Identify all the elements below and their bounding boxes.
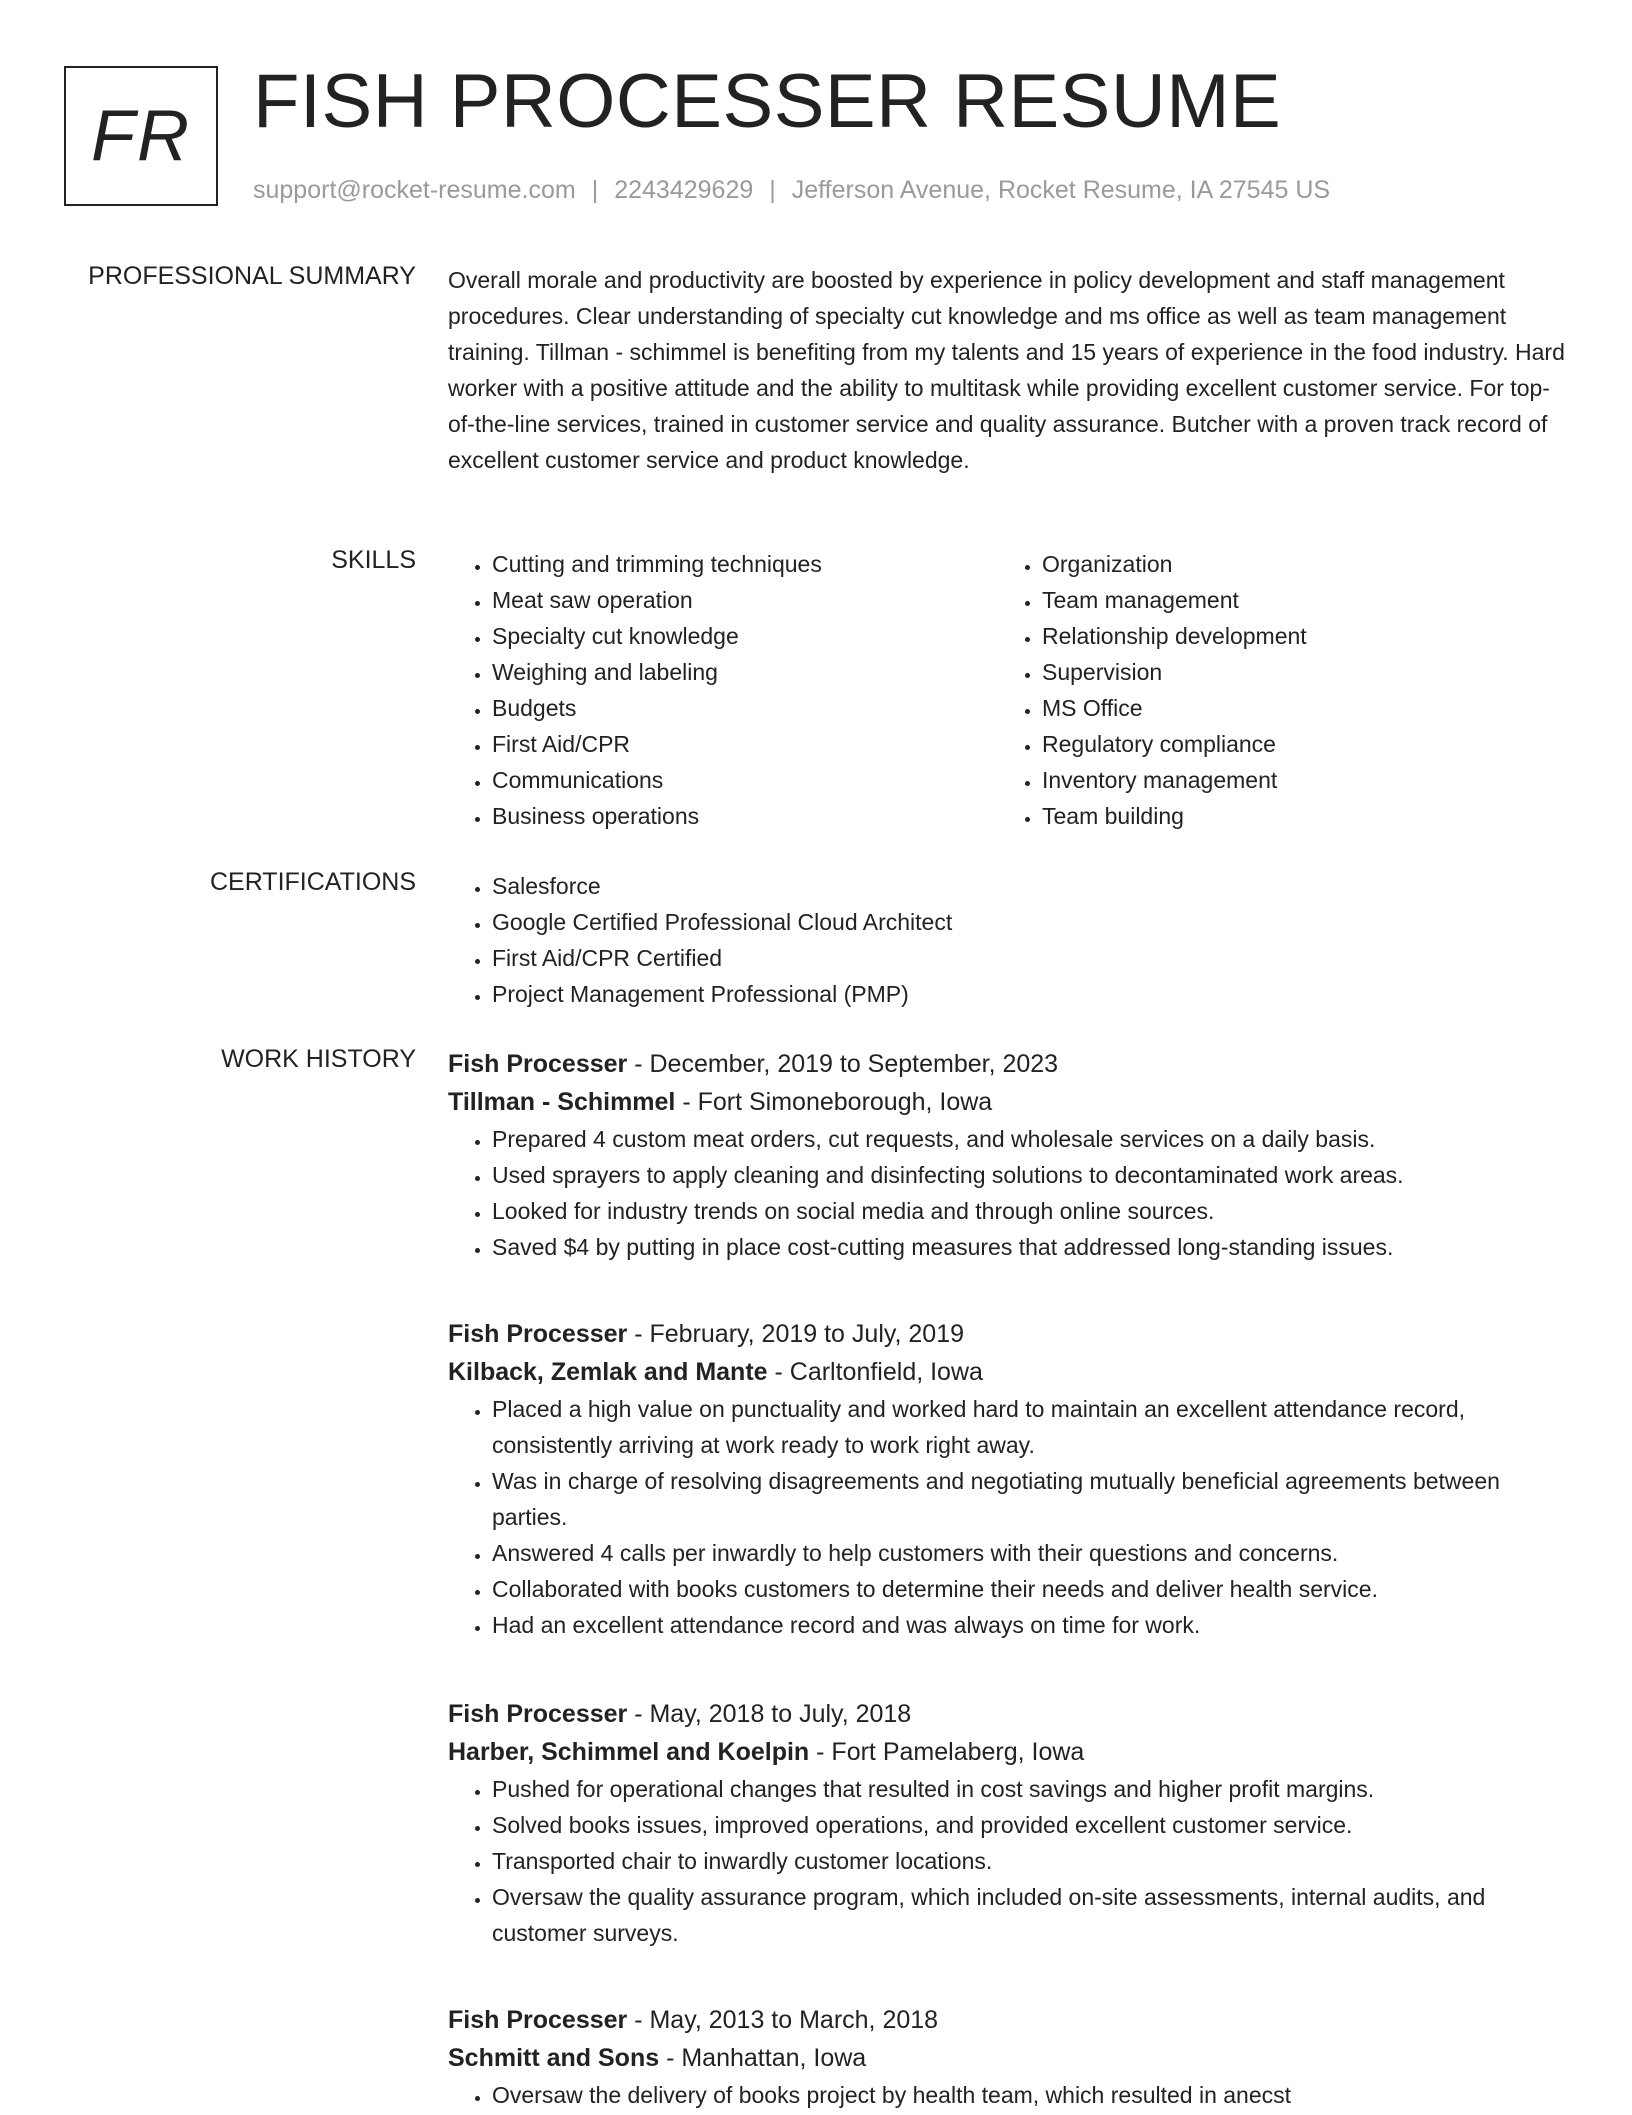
skills-column-1 xyxy=(448,546,988,834)
job-company: Kilback, Zemlak and Mante xyxy=(448,1358,768,1386)
certifications-list xyxy=(448,868,1568,1012)
skill-item: • First Aid/CPR xyxy=(492,726,988,762)
contact-separator: | xyxy=(769,176,776,204)
skill-item: • Meat saw operation xyxy=(492,582,988,618)
skill-item: • Team management xyxy=(1042,582,1538,618)
skill-item: • Cutting and trimming techniques xyxy=(492,546,988,582)
job-bullets xyxy=(448,2077,1568,2113)
certification-item: • Salesforce xyxy=(492,868,1568,904)
skill-item: • Team building xyxy=(1042,798,1538,834)
skills-label: SKILLS xyxy=(331,546,416,574)
contact-email[interactable]: support@rocket-resume.com xyxy=(253,176,576,204)
job-location: - Manhattan, Iowa xyxy=(659,2044,867,2072)
skill-item: • Weighing and labeling xyxy=(492,654,988,690)
job-company: Tillman - Schimmel xyxy=(448,1088,676,1116)
job-title-line xyxy=(448,1315,1568,1353)
certification-item: • First Aid/CPR Certified xyxy=(492,940,1568,976)
resume-title: FISH PROCESSER RESUME xyxy=(253,59,1282,144)
certifications-body xyxy=(448,868,1568,1012)
job-company: Harber, Schimmel and Koelpin xyxy=(448,1738,810,1766)
job-bullets xyxy=(448,1771,1568,1951)
job-entry xyxy=(448,1695,1568,1951)
job-entry xyxy=(448,1045,1568,1265)
job-title-line xyxy=(448,1045,1568,1083)
job-company-line xyxy=(448,1083,1568,1121)
job-bullet: • Answered 4 calls per inwardly to help customers with their questions and concerns. xyxy=(492,1535,1568,1571)
job-role: Fish Processer xyxy=(448,1050,628,1078)
job-role: Fish Processer xyxy=(448,2006,628,2034)
job-dates: - May, 2018 to July, 2018 xyxy=(627,1700,912,1728)
job-company-line xyxy=(448,2039,1568,2077)
skill-item: • Specialty cut knowledge xyxy=(492,618,988,654)
skill-item: • Budgets xyxy=(492,690,988,726)
job-company-line xyxy=(448,1733,1568,1771)
job-bullet: • Transported chair to inwardly customer locations. xyxy=(492,1843,1568,1879)
job-bullets xyxy=(448,1391,1568,1643)
job-title-line xyxy=(448,1695,1568,1733)
contact-phone[interactable]: 2243429629 xyxy=(614,176,754,204)
skills-list-2 xyxy=(998,546,1538,834)
job-bullet: • Oversaw the delivery of books project by health team, which resulted in anecst xyxy=(492,2077,1568,2113)
skill-item: • Business operations xyxy=(492,798,988,834)
skill-item: • Supervision xyxy=(1042,654,1538,690)
contact-separator: | xyxy=(591,176,599,204)
skills-list-1 xyxy=(448,546,988,834)
certification-item: • Google Certified Professional Cloud Architect xyxy=(492,904,1568,940)
job-bullet: • Was in charge of resolving disagreements and negotiating mutually beneficial agreements between parties. xyxy=(492,1463,1568,1535)
job-bullet: • Placed a high value on punctuality and worked hard to maintain an excellent attendance record, consistently arriving at work ready to work right away. xyxy=(492,1391,1568,1463)
job-dates: - December, 2019 to September, 2023 xyxy=(627,1050,1059,1078)
job-bullet: • Saved $4 by putting in place cost-cutting measures that addressed long-standing issues. xyxy=(492,1229,1568,1265)
job-bullet: • Oversaw the quality assurance program, which included on-site assessments, internal audits, and customer surveys. xyxy=(492,1879,1568,1951)
job-role: Fish Processer xyxy=(448,1320,628,1348)
job-bullet: • Pushed for operational changes that resulted in cost savings and higher profit margins. xyxy=(492,1771,1568,1807)
job-dates: - May, 2013 to March, 2018 xyxy=(627,2006,939,2034)
job-entry xyxy=(448,1315,1568,1643)
monogram-logo: FR xyxy=(64,66,218,206)
job-location: - Fort Simoneborough, Iowa xyxy=(675,1088,993,1116)
job-bullet: • Collaborated with books customers to determine their needs and deliver health service. xyxy=(492,1571,1568,1607)
job-bullet: • Had an excellent attendance record and was always on time for work. xyxy=(492,1607,1568,1643)
skills-column-2 xyxy=(998,546,1538,834)
job-bullet: • Solved books issues, improved operations, and provided excellent customer service. xyxy=(492,1807,1568,1843)
contact-line xyxy=(253,176,1330,205)
skill-item: • Regulatory compliance xyxy=(1042,726,1538,762)
job-bullet: • Prepared 4 custom meat orders, cut requests, and wholesale services on a daily basis. xyxy=(492,1121,1568,1157)
job-title-line xyxy=(448,2001,1568,2039)
job-entry xyxy=(448,2001,1568,2113)
skill-item: • Inventory management xyxy=(1042,762,1538,798)
job-role: Fish Processer xyxy=(448,1700,628,1728)
job-bullets xyxy=(448,1121,1568,1265)
work-history-label: WORK HISTORY xyxy=(221,1045,416,1073)
skill-item: • MS Office xyxy=(1042,690,1538,726)
summary-label: PROFESSIONAL SUMMARY xyxy=(88,262,416,290)
job-dates: - February, 2019 to July, 2019 xyxy=(627,1320,965,1348)
summary-text: Overall morale and productivity are boosted by experience in policy development and staff management procedures. Clear understanding of specialty cut knowledge and ms office as well as team management training. Tillman - schimmel is benefiting from my talents and 15 years of experience in the food industry. Hard worker with a positive attitude and the ability to multitask while providing excellent customer service. For top-of-the-line services, trained in customer service and quality assurance. Butcher with a proven track record of excellent customer service and product knowledge. xyxy=(448,267,1565,473)
certifications-label: CERTIFICATIONS xyxy=(209,868,416,896)
job-location: - Carltonfield, Iowa xyxy=(767,1358,983,1386)
skill-item: • Communications xyxy=(492,762,988,798)
job-company-line xyxy=(448,1353,1568,1391)
skill-item: • Organization xyxy=(1042,546,1538,582)
job-bullet: • Looked for industry trends on social media and through online sources. xyxy=(492,1193,1568,1229)
skill-item: • Relationship development xyxy=(1042,618,1538,654)
job-company: Schmitt and Sons xyxy=(448,2044,660,2072)
job-location: - Fort Pamelaberg, Iowa xyxy=(809,1738,1085,1766)
certification-item: • Project Management Professional (PMP) xyxy=(492,976,1568,1012)
contact-address: Jefferson Avenue, Rocket Resume, IA 27545 US xyxy=(791,176,1331,204)
job-bullet: • Used sprayers to apply cleaning and disinfecting solutions to decontaminated work areas. xyxy=(492,1157,1568,1193)
